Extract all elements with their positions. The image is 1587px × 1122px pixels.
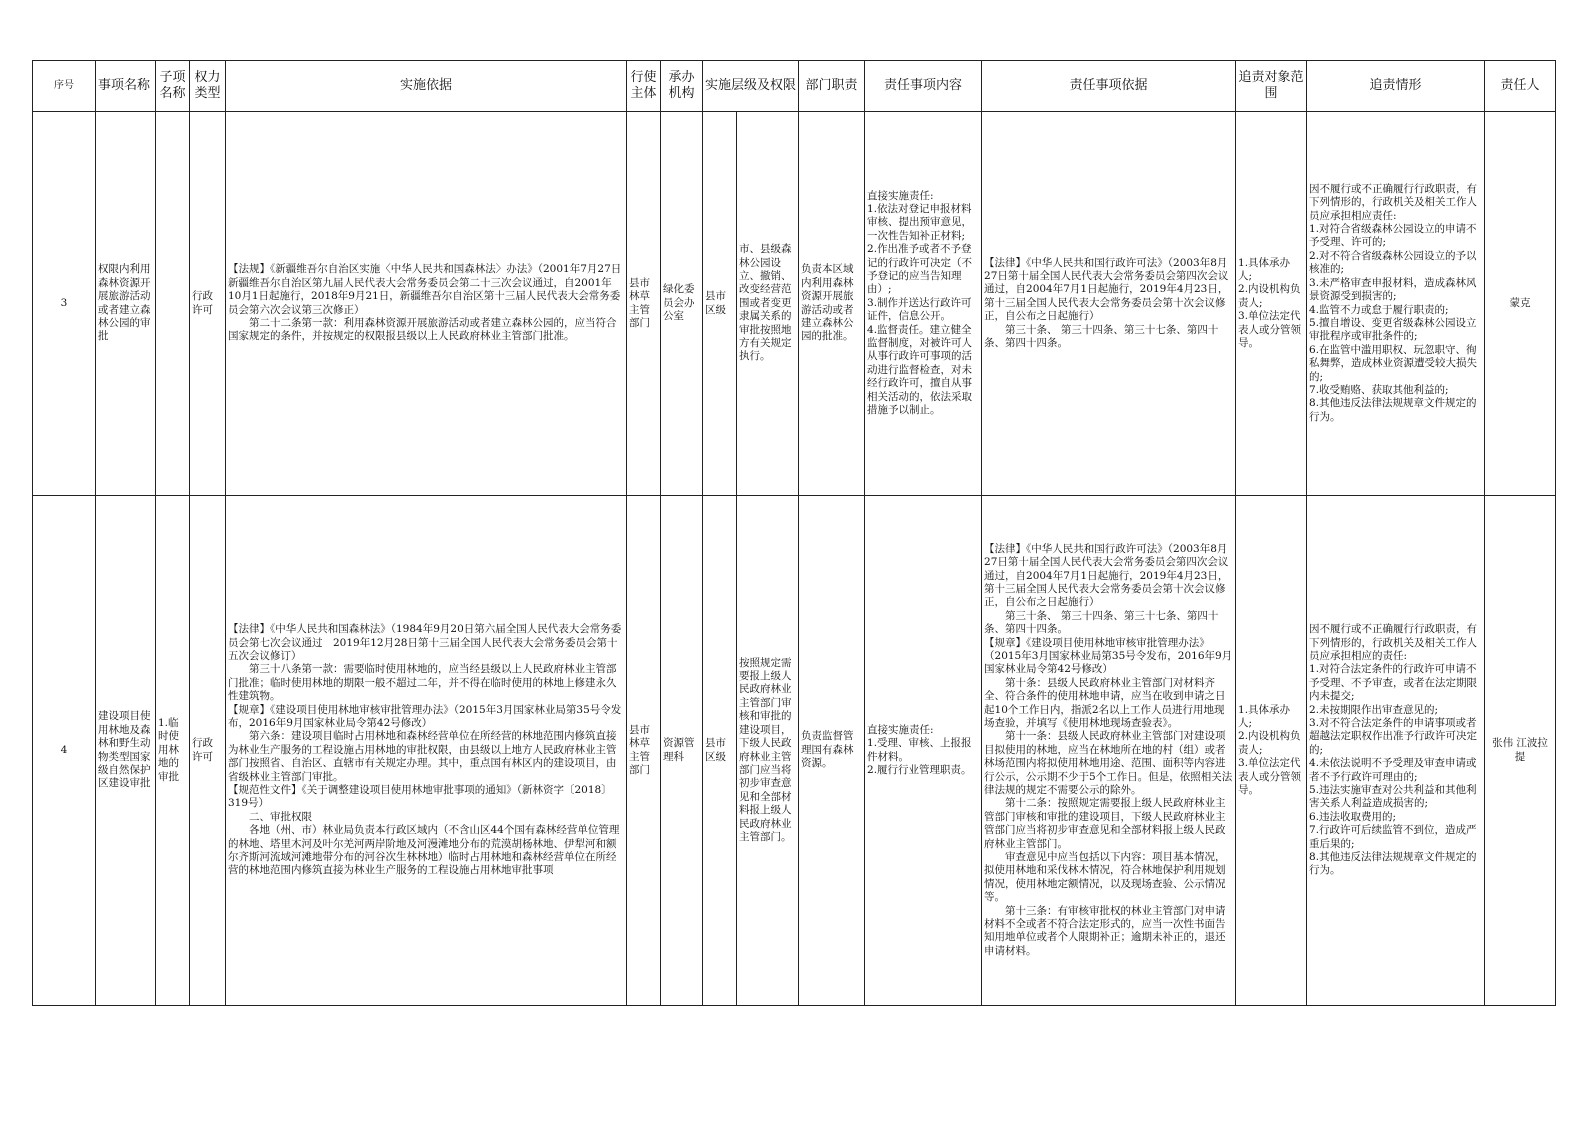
cell-power-type: 行政许可 xyxy=(190,496,226,1006)
cell-resp-basis: 【法律】《中华人民共和国行政许可法》（2003年8月27日第十届全国人民代表大会常务委员会第四次会议通过，自2004年7月1日起施行，2019年4月23日，第十三届全国人民代表大会常务委员会第十次会议修正，自公布之日起施行） 第三十条、 第三十四条、第三十七条、第四十条、第四十四条。 【规章】《建设项目使用林地审核审批管理办法》（2015年3月国家林业局第35号令发布，2016年9月国家林业局令第42号修改） 第十条：县级人民政府林业主管部门对材料齐全、符合条件的使用林地申请，应当在收到申请之日起10个工作日内，指派2名以上工作人员进行用地现场查验，并填写《使用林地现场查验表》。 第十一条：县级人民政府林业主管部门对建设项目拟使用的林地，应当在林地所在地的村（组）或者林场范围内将拟使用林地用途、范围、面积等内容进行公示，公示期不少于5个工作日。但是，依照相关法律法规的规定不需要公示的除外。 第十二条：按照规定需要报上级人民政府林业主管部门审核和审批的建设项目，下级人民政府林业主管部门应当将初步审查意见和全部材料报上级人民政府林业主管部门。 审查意见中应当包括以下内容：项目基本情况，拟使用林地和采伐林木情况，符合林地保护利用规划情况，使用林地定额情况，以及现场查验、公示情况等。 第十三条：有审核审批权的林业主管部门对申请材料不全或者不符合法定形式的，应当一次性书面告知用地单位或者个人限期补正；逾期未补正的，退还申请材料。 xyxy=(982,496,1236,1006)
cell-subject: 县市林草主管部门 xyxy=(627,496,661,1006)
cell-seq: 4 xyxy=(33,496,96,1006)
cell-person: 蒙克 xyxy=(1485,112,1556,496)
cell-level-b: 市、县级森林公园设立、撤销、改变经营范围或者变更隶属关系的审批按照地方有关规定执行。 xyxy=(737,112,799,496)
header-duty: 部门职责 xyxy=(799,61,865,112)
header-situation: 追责情形 xyxy=(1307,61,1485,112)
cell-basis: 【法规】《新疆维吾尔自治区实施〈中华人民共和国森林法〉办法》（2001年7月27日新疆维吾尔自治区第九届人民代表大会常务委员会第二十三次会议通过，自2001年10月1日起施行，2018年9月21日，新疆维吾尔自治区第十三届人民代表大会常务委员会第六次会议第三次修正） 第二十二条第一款：利用森林资源开展旅游活动或者建立森林公园的，应当符合国家规定的条件，并按规定的权限报县级以上人民政府林业主管部门批准。 xyxy=(226,112,627,496)
cell-duty: 负责本区域内利用森林资源开展旅游活动或者建立森林公园的批准。 xyxy=(799,112,865,496)
cell-seq: 3 xyxy=(33,112,96,496)
cell-power-type: 行政许可 xyxy=(190,112,226,496)
header-scope: 追责对象范围 xyxy=(1236,61,1307,112)
header-item-name: 事项名称 xyxy=(96,61,156,112)
cell-scope: 1.具体承办人; 2.内设机构负责人; 3.单位法定代表人或分管领导。 xyxy=(1236,496,1307,1006)
cell-resp-basis: 【法律】《中华人民共和国行政许可法》（2003年8月27日第十届全国人民代表大会常务委员会第四次会议通过，自2004年7月1日起施行，2019年4月23日，第十三届全国人民代表大会常务委员会第十次会议修正，自公布之日起施行） 第三十条、 第三十四条、第三十七条、第四十条、第四十四条。 xyxy=(982,112,1236,496)
header-level: 实施层级及权限 xyxy=(703,61,799,112)
cell-item-name: 建设项目使用林地及森林和野生动物类型国家级自然保护区建设审批 xyxy=(96,496,156,1006)
cell-level-a: 县市区级 xyxy=(703,496,737,1006)
cell-scope: 1.具体承办人; 2.内设机构负责人; 3.单位法定代表人或分管领导。 xyxy=(1236,112,1307,496)
cell-resp-content: 直接实施责任: 1.依法对登记申报材料审核、提出预审意见，一次性告知补正材料; 2.作出准予或者不予登记的行政许可决定（不予登记的应当告知理由）; 3.制作并送达行政许可证件，信息公开。 4.监督责任。建立健全监督制度，对被许可人从事行政许可事项的活动进行监督检查，对未经行政许可，擅自从事相关活动的，依法采取措施予以制止。 xyxy=(865,112,982,496)
cell-person: 张伟 江波拉提 xyxy=(1485,496,1556,1006)
cell-basis: 【法律】《中华人民共和国森林法》（1984年9月20日第六届全国人民代表大会常务委员会第七次会议通过 2019年12月28日第十三届全国人民代表大会常务委员会第十五次会议修订） 第三十八条第一款：需要临时使用林地的，应当经县级以上人民政府林业主管部门批准；临时使用林地的期限一般不超过二年，并不得在临时使用的林地上修建永久性建筑物。 【规章】《建设项目使用林地审核审批管理办法》（2015年3月国家林业局第35号令发布，2016年9月国家林业局令第42号修改） 第六条：建设项目临时占用林地和森林经营单位在所经营的林地范围内修筑直接为林业生产服务的工程设施占用林地的审批权限，由县级以上地方人民政府林业主管部门按照省、自治区、直辖市有关规定办理。其中，重点国有林区内的建设项目，由省级林业主管部门审批。 【规范性文件】《关于调整建设项目使用林地审批事项的通知》（新林资字〔2018〕319号） 二、审批权限 各地（州、市）林业局负责本行政区域内（不含山区44个国有森林经营单位管理的林地、塔里木河及叶尔羌河两岸阶地及河漫滩地分布的荒漠胡杨林地、伊犁河和额尔齐斯河流域河滩地带分布的河谷次生林林地）临时占用林地和森林经营单位在所经营的林地范围内修筑直接为林业生产服务的工程设施占用林地审批事项 xyxy=(226,496,627,1006)
cell-handler: 资源管理科 xyxy=(661,496,703,1006)
table-row xyxy=(33,496,1556,1006)
header-handler: 承办机构 xyxy=(661,61,703,112)
cell-item-name: 权限内利用森林资源开展旅游活动或者建立森林公园的审批 xyxy=(96,112,156,496)
table-row xyxy=(33,112,1556,496)
cell-subject: 县市林草主管部门 xyxy=(627,112,661,496)
accountability-table xyxy=(32,60,1556,1006)
cell-sub-name: 1.临时使用林地的审批 xyxy=(156,496,190,1006)
cell-sub-name xyxy=(156,112,190,496)
cell-situation: 因不履行或不正确履行行政职责，有下列情形的，行政机关及相关工作人员应承担相应的责任: 1.对符合法定条件的行政许可申请不予受理、不予审查，或者在法定期限内未提交; 2.未按期限作出审查意见的; 3.对不符合法定条件的申请事项或者超越法定职权作出准予行政许可决定的; 4.未依法说明不予受理及审查申请或者不予行政许可理由的; 5.违法实施审查对公共利益和其他利害关系人利益造成损害的; 6.违法收取费用的; 7.行政许可后续监管不到位，造成严重后果的; 8.其他违反法律法规规章文件规定的行为。 xyxy=(1307,496,1485,1006)
header-seq: 序号 xyxy=(33,61,96,112)
cell-level-b: 按照规定需要报上级人民政府林业主管部门审核和审批的建设项目，下级人民政府林业主管部门应当将初步审查意见和全部材料报上级人民政府林业主管部门。 xyxy=(737,496,799,1006)
cell-level-a: 县市区级 xyxy=(703,112,737,496)
header-row xyxy=(33,61,1556,112)
cell-situation: 因不履行或不正确履行行政职责，有下列情形的，行政机关及相关工作人员应承担相应责任: 1.对符合省级森林公园设立的申请不予受理、许可的; 2.对不符合省级森林公园设立的予以核准的; 3.未严格审查申报材料，造成森林风景资源受到损害的; 4.监管不力或怠于履行职责的; 5.擅自增设、变更省级森林公园设立审批程序或审批条件的; 6.在监管中滥用职权、玩忽职守、徇私舞弊，造成林业资源遭受较大损失的; 7.收受贿赂、获取其他利益的; 8.其他违反法律法规规章文件规定的行为。 xyxy=(1307,112,1485,496)
header-resp-content: 责任事项内容 xyxy=(865,61,982,112)
cell-resp-content: 直接实施责任: 1.受理、审核、上报报件材料。 2.履行行业管理职责。 xyxy=(865,496,982,1006)
header-subject: 行使主体 xyxy=(627,61,661,112)
cell-handler: 绿化委员会办公室 xyxy=(661,112,703,496)
header-power-type: 权力类型 xyxy=(190,61,226,112)
header-sub-name: 子项名称 xyxy=(156,61,190,112)
header-person: 责任人 xyxy=(1485,61,1556,112)
header-resp-basis: 责任事项依据 xyxy=(982,61,1236,112)
header-basis: 实施依据 xyxy=(226,61,627,112)
cell-duty: 负责监督管理国有森林资源。 xyxy=(799,496,865,1006)
